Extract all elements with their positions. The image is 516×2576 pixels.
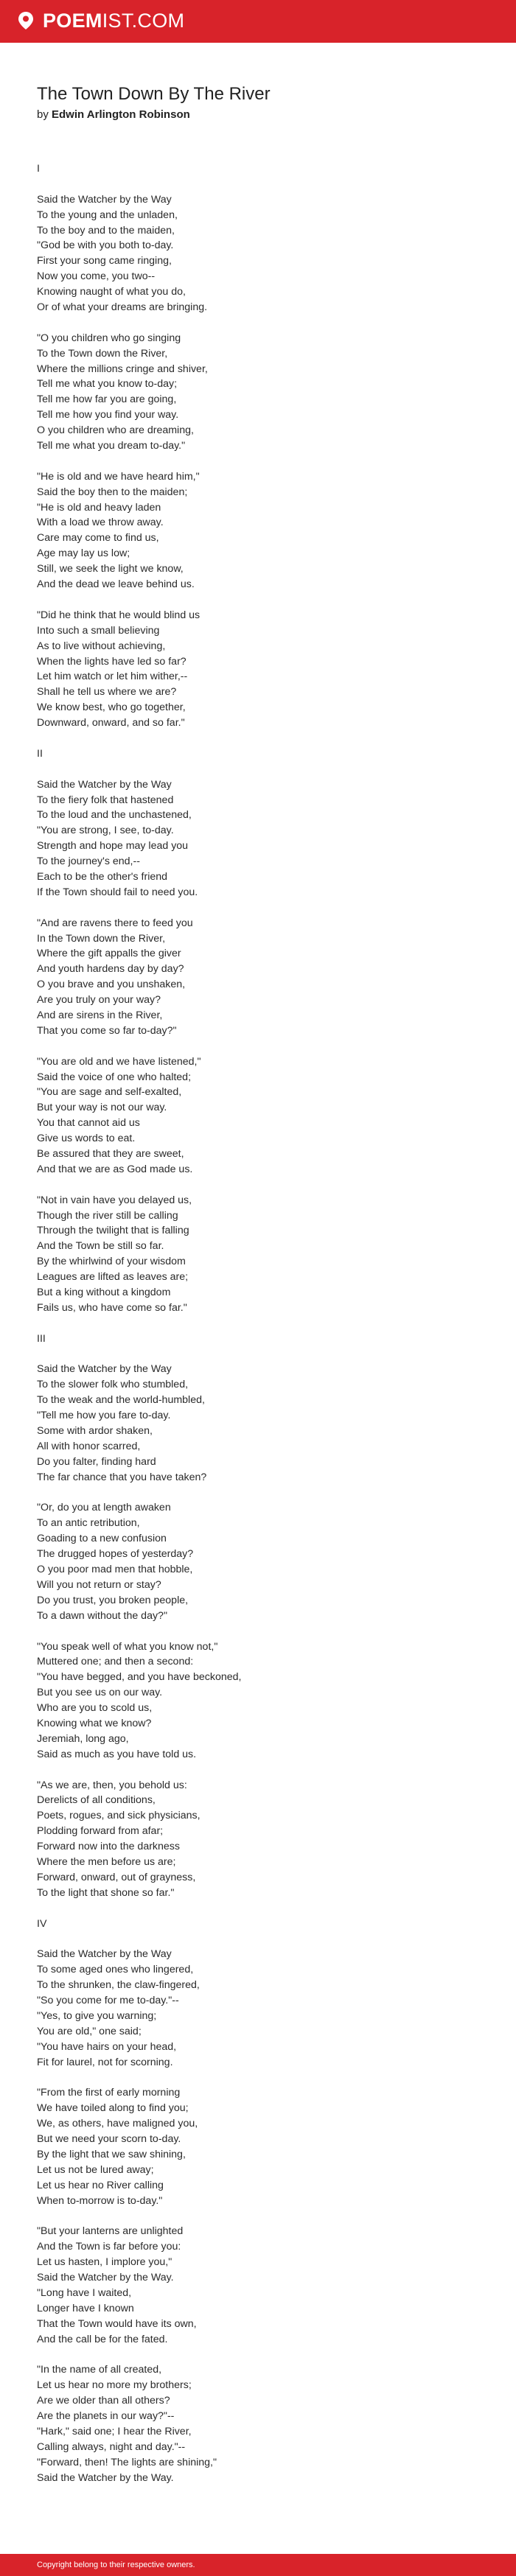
poem-line: Longer have I known	[37, 2302, 134, 2314]
poem-line: "You have hairs on your head,	[37, 2040, 177, 2053]
poem-line: And that we are as God made us.	[37, 1163, 193, 1175]
poem-stanza	[37, 1193, 479, 1316]
stanza-gap	[37, 1347, 479, 1362]
poem-stanza	[37, 777, 479, 900]
stanza-gap	[37, 1901, 479, 1917]
poem-line: To the loud and the unchastened,	[37, 809, 192, 822]
poem-line: That you come so far to-day?"	[37, 1024, 177, 1037]
stanza-gap	[37, 1316, 479, 1331]
poem-line: To an antic retribution,	[37, 1517, 140, 1530]
poem-line: First your song came ringing,	[37, 255, 172, 267]
poem-line: "Forward, then! The lights are shining,"	[37, 2456, 217, 2468]
poem-line: Some with ardor shaken,	[37, 1425, 153, 1438]
poem-line: Said the Watcher by the Way.	[37, 2471, 174, 2484]
poem-line: By the light that we saw shining,	[37, 2148, 186, 2160]
poem-line: Derelicts of all conditions,	[37, 1794, 156, 1807]
poem-line: Said the Watcher by the Way.	[37, 2272, 174, 2284]
poem-line: Knowing naught of what you do,	[37, 286, 186, 298]
poem-stanza	[37, 1331, 479, 1347]
section-numeral: III	[37, 1332, 46, 1345]
poem-line: But your way is not our way.	[37, 1102, 167, 1114]
poem-line: When to-morrow is to-day."	[37, 2194, 163, 2207]
poem-line: Into such a small believing	[37, 624, 160, 637]
poem-line: Said the voice of one who halted;	[37, 1071, 192, 1083]
stanza-gap	[37, 1485, 479, 1501]
poem-line: Said the Watcher by the Way	[37, 193, 172, 206]
poem-line: Poets, rogues, and sick physicians,	[37, 1810, 201, 1822]
poem-line: Said the Watcher by the Way	[37, 1948, 172, 1961]
poem-line: "And are ravens there to feed you	[37, 917, 193, 929]
poem-stanza	[37, 331, 479, 454]
poem-line: "He is old and we have heard him,"	[37, 470, 200, 483]
poem-stanza	[37, 1778, 479, 1901]
poem-line: To the slower folk who stumbled,	[37, 1379, 189, 1391]
poem-line: But a king without a kingdom	[37, 1287, 171, 1299]
poem-line: Fails us, who have come so far."	[37, 1301, 187, 1314]
poem-line: "He is old and heavy laden	[37, 501, 161, 514]
poem-line: Are we older than all others?	[37, 2395, 170, 2407]
poem-line: And the Town is far before you:	[37, 2241, 181, 2253]
poem-stanza	[37, 1947, 479, 2070]
poem-line: Let him watch or let him wither,--	[37, 671, 188, 683]
poem-line: Where the millions cringe and shiver,	[37, 363, 208, 375]
poem-line: If the Town should fail to need you.	[37, 886, 198, 898]
section-numeral: I	[37, 163, 40, 175]
poem-line: "In the name of all created,	[37, 2364, 162, 2376]
poem-stanza	[37, 161, 479, 177]
poem-line: To the light that shone so far."	[37, 1886, 175, 1899]
poem-line: You are old," one said;	[37, 2025, 142, 2037]
poem-line: Said the boy then to the maiden;	[37, 486, 188, 498]
poem-stanza	[37, 2224, 479, 2347]
poem-line: To the weak and the world-humbled,	[37, 1394, 205, 1407]
poem-line: O you children who are dreaming,	[37, 424, 194, 437]
poem-line: Or of what your dreams are bringing.	[37, 301, 208, 314]
poem-line: Are the planets in our way?"--	[37, 2410, 175, 2423]
poem-line: Tell me what you dream to-day."	[37, 440, 186, 452]
site-logo[interactable]	[16, 10, 184, 32]
poem-line: "Yes, to give you warning;	[37, 2009, 157, 2022]
poem-line: "Hark," said one; I hear the River,	[37, 2425, 192, 2437]
poem-line: "Not in vain have you delayed us,	[37, 1194, 192, 1206]
stanza-gap	[37, 2347, 479, 2362]
poem-line: Goading to a new confusion	[37, 1533, 167, 1545]
poem-stanza	[37, 1500, 479, 1623]
stanza-gap	[37, 454, 479, 469]
author-link[interactable]: Edwin Arlington Robinson	[52, 108, 190, 121]
poem-line: "O you children who go singing	[37, 332, 181, 344]
poem-line: To the shrunken, the claw-fingered,	[37, 1979, 200, 1992]
poem-line: Let us hear no River calling	[37, 2179, 164, 2191]
poem-line: You that cannot aid us	[37, 1117, 140, 1130]
poem-line: The drugged hopes of yesterday?	[37, 1548, 194, 1561]
poem-heading	[37, 83, 479, 123]
poem-line: Calling always, night and day."--	[37, 2440, 186, 2453]
poem-line: Care may come to find us,	[37, 532, 159, 545]
poem-title: The Town Down By The River	[37, 84, 271, 104]
poem-stanza	[37, 2085, 479, 2208]
poem-line: "Did he think that he would blind us	[37, 609, 201, 621]
poem-stanza	[37, 1054, 479, 1177]
poem-line: "But your lanterns are unlighted	[37, 2225, 184, 2238]
poem-line: To the journey's end,--	[37, 855, 140, 868]
poem-line: And youth hardens day by day?	[37, 963, 184, 976]
poem-line: Said the Watcher by the Way	[37, 778, 172, 791]
location-pin-icon	[16, 11, 35, 30]
poem-line: Jeremiah, long ago,	[37, 1732, 129, 1745]
poem-line: "You are old and we have listened,"	[37, 1055, 201, 1068]
stanza-gap	[37, 2070, 479, 2085]
poem-line: To some aged ones who lingered,	[37, 1964, 194, 1976]
poem-line: Now you come, you two--	[37, 270, 156, 283]
site-footer	[0, 2554, 516, 2576]
poem-line: To the young and the unladen,	[37, 209, 178, 221]
poem-line: As to live without achieving,	[37, 640, 166, 652]
poem-line: To the boy and to the maiden,	[37, 224, 175, 237]
poem-line: We know best, who go together,	[37, 701, 186, 714]
poem-line: Will you not return or stay?	[37, 1578, 161, 1591]
poem-line: Said as much as you have told us.	[37, 1748, 197, 1760]
poem-line: With a load we throw away.	[37, 517, 164, 529]
poem-line: "You are strong, I see, to-day.	[37, 825, 174, 837]
poem-line: Where the men before us are;	[37, 1855, 176, 1868]
poem-line: Do you falter, finding hard	[37, 1455, 156, 1468]
poem-body	[37, 161, 479, 2485]
poem-line: "Long have I waited,	[37, 2286, 132, 2299]
poem-line: Fit for laurel, not for scorning.	[37, 2056, 173, 2068]
poem-line: O you poor mad men that hobble,	[37, 1564, 193, 1576]
section-numeral: II	[37, 747, 43, 760]
poem-line: "Tell me how you fare to-day.	[37, 1410, 171, 1422]
poem-line: Through the twilight that is falling	[37, 1225, 189, 1237]
stanza-gap	[37, 1039, 479, 1054]
poem-line: Though the river still be calling	[37, 1209, 178, 1222]
poem-line: "You have begged, and you have beckoned,	[37, 1671, 242, 1684]
poem-line: And are sirens in the River,	[37, 1009, 163, 1021]
poem-line: Who are you to scold us,	[37, 1702, 153, 1715]
poem-line: Be assured that they are sweet,	[37, 1148, 184, 1160]
poem-line: Downward, onward, and so far."	[37, 717, 185, 729]
byline	[37, 107, 479, 123]
stanza-gap	[37, 592, 479, 608]
poem-line: Tell me how you find your way.	[37, 409, 179, 421]
stanza-gap	[37, 1177, 479, 1193]
brand-name: POEMIST.COM	[43, 10, 185, 32]
poem-line: Tell me how far you are going,	[37, 393, 177, 406]
poem-line: Strength and hope may lead you	[37, 840, 189, 853]
poem-line: Let us hear no more my brothers;	[37, 2379, 192, 2392]
poem-line: Leagues are lifted as leaves are;	[37, 1271, 189, 1284]
poem-line: Let us not be lured away;	[37, 2163, 154, 2176]
poem-line: And the Town be still so far.	[37, 1240, 164, 1253]
poem-line: That the Town would have its own,	[37, 2317, 197, 2330]
poem-stanza	[37, 1639, 479, 1763]
stanza-gap	[37, 731, 479, 746]
poem-stanza	[37, 916, 479, 1039]
poem-line: "As we are, then, you behold us:	[37, 1779, 187, 1791]
poem-line: "God be with you both to-day.	[37, 239, 174, 252]
stanza-gap	[37, 900, 479, 916]
poem-line: "You are sage and self-exalted,	[37, 1086, 182, 1099]
poem-line: We have toiled along to find you;	[37, 2102, 189, 2115]
poem-line: Shall he tell us where we are?	[37, 686, 177, 699]
poem-line: Age may lay us low;	[37, 547, 130, 560]
poem-line: Knowing what we know?	[37, 1717, 152, 1729]
poem-line: O you brave and you unshaken,	[37, 979, 186, 991]
poem-line: Tell me what you know to-day;	[37, 378, 178, 391]
stanza-gap	[37, 2208, 479, 2224]
poem-stanza	[37, 1917, 479, 1932]
poem-stanza	[37, 192, 479, 315]
poem-line: And the call be for the fated.	[37, 2333, 168, 2345]
poem-line: Do you trust, you broken people,	[37, 1594, 189, 1606]
site-header	[0, 0, 516, 43]
copyright-text: Copyright belong to their respective owners.	[37, 2561, 195, 2569]
poem-stanza	[37, 2362, 479, 2485]
poem-line: The far chance that you have taken?	[37, 1471, 207, 1483]
poem-line: We, as others, have maligned you,	[37, 2118, 198, 2130]
stanza-gap	[37, 762, 479, 777]
poem-line: To the fiery folk that hastened	[37, 794, 174, 806]
poem-line: By the whirlwind of your wisdom	[37, 1256, 186, 1268]
poem-line: Still, we seek the light we know,	[37, 563, 184, 575]
stanza-gap	[37, 177, 479, 192]
poem-line: When the lights have led so far?	[37, 655, 186, 668]
poem-line: Said the Watcher by the Way	[37, 1363, 172, 1376]
poem-line: To the Town down the River,	[37, 347, 168, 360]
poem-line: "From the first of early morning	[37, 2087, 181, 2099]
poem-line: "You speak well of what you know not,"	[37, 1640, 218, 1653]
poem-line: But we need your scorn to-day.	[37, 2133, 181, 2145]
poem-line: Give us words to eat.	[37, 1133, 136, 1145]
stanza-gap	[37, 1763, 479, 1778]
poem-line: But you see us on our way.	[37, 1687, 163, 1699]
poem-line: Muttered one; and then a second:	[37, 1656, 194, 1668]
stanza-gap	[37, 1624, 479, 1639]
section-numeral: IV	[37, 1917, 47, 1930]
poem-stanza	[37, 1362, 479, 1485]
poem-line: Plodding forward from afar;	[37, 1825, 164, 1838]
poem-stanza	[37, 469, 479, 592]
poem-line: Are you truly on your way?	[37, 994, 161, 1007]
poem-line: "Or, do you at length awaken	[37, 1502, 171, 1514]
poem-line: All with honor scarred,	[37, 1440, 141, 1452]
stanza-gap	[37, 1931, 479, 1947]
poem-stanza	[37, 746, 479, 762]
poem-line: Forward, onward, out of grayness,	[37, 1871, 196, 1883]
poem-line: In the Town down the River,	[37, 932, 166, 945]
by-label: by	[37, 108, 49, 121]
poem-line: Forward now into the darkness	[37, 1841, 180, 1853]
poem-stanza	[37, 608, 479, 731]
poem-line: To a dawn without the day?"	[37, 1609, 167, 1622]
poem-line: Where the gift appalls the giver	[37, 948, 181, 960]
poem-line: And the dead we leave behind us.	[37, 578, 195, 591]
poem-line: "So you come for me to-day."--	[37, 1994, 179, 2006]
poem-line: Each to be the other's friend	[37, 870, 168, 883]
poem-line: Let us hasten, I implore you,"	[37, 2256, 172, 2269]
stanza-gap	[37, 315, 479, 331]
